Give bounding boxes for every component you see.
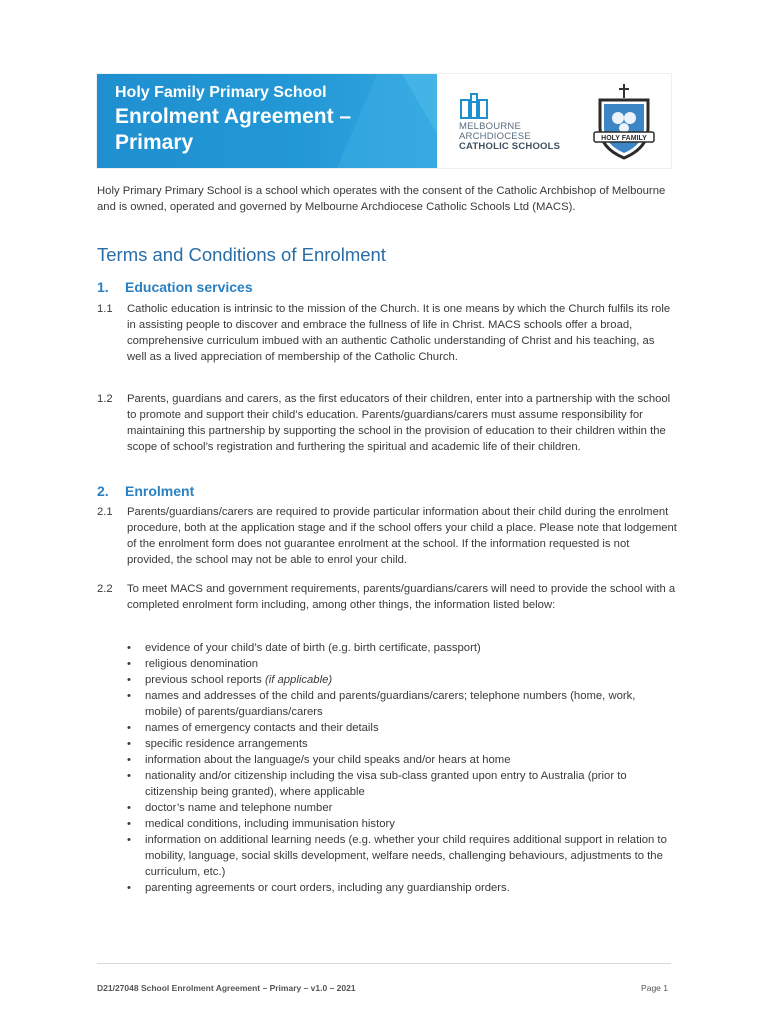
bullet-icon: •: [127, 770, 131, 782]
applicability-note: (if applicable): [264, 674, 333, 686]
macs-mark-icon: [459, 92, 489, 120]
terms-heading: Terms and Conditions of Enrolment: [97, 244, 386, 265]
clause-2-2: [97, 581, 677, 613]
intro-paragraph: Holy Primary Primary School is a school which operates with the consent of the Catholic Archbishop of Melbourne and is owned, operated and governed by Melbourne Archdiocese Catholic Schools Ltd (MACS).: [97, 185, 666, 213]
crest-banner-text: HOLY FAMILY: [601, 135, 647, 142]
bullet-icon: •: [127, 754, 131, 766]
section-title: Education services: [125, 279, 253, 295]
list-item: • names and addresses of the child and parents/guardians/carers; telephone numbers (home, work, mobile) of parents/guardians/carers: [127, 690, 636, 718]
page-number: Page 1: [641, 983, 668, 993]
bullet-icon: •: [127, 834, 131, 846]
clause-text: Parents/guardians/carers are required to provide particular information about their child during the enrolment procedure, both at the application stage and if the school offers your child a place. Please note that lodgement of the enrolment form does not guarantee enrolment at the school. If the information requested is not provided, the school may not be able to enrol your child.: [127, 506, 677, 566]
footer-document-reference: D21/27048 School Enrolment Agreement – Primary – v1.0 – 2021: [97, 983, 356, 993]
document-title: [115, 104, 415, 156]
macs-line-1: MELBOURNE: [459, 121, 521, 132]
clause-text: Parents, guardians and carers, as the first educators of their children, enter into a partnership with the school to promote and support their child’s education. Parents/guardians/carers must assume responsibility for maintaining this partnership by supporting the school in the provision of education to their children within the scope of school’s registration and furthering the spiritual and academic life of their children.: [127, 393, 671, 453]
school-name: Holy Family Primary School: [115, 84, 327, 101]
bullet-icon: •: [127, 818, 131, 830]
section-heading-education-services: [97, 279, 253, 295]
bullet-icon: •: [127, 722, 131, 734]
list-item: • religious denomination: [127, 658, 259, 670]
list-item: • nationality and/or citizenship including the visa sub-class granted upon entry to Australia (prior to citizenship being granted), where applicable: [127, 770, 627, 798]
bullet-icon: •: [127, 658, 131, 670]
macs-line-2: ARCHDIOCESE: [459, 131, 531, 142]
footer-divider: [97, 963, 671, 964]
title-line-2: Primary: [115, 131, 194, 154]
list-item: • specific residence arrangements: [127, 738, 308, 750]
bullet-icon: •: [127, 738, 131, 750]
section-heading-enrolment: [97, 483, 194, 499]
clause-number: 1.2: [97, 393, 113, 405]
clause-number: 2.1: [97, 506, 113, 518]
bullet-icon: •: [127, 642, 131, 654]
clause-number: 1.1: [97, 303, 113, 315]
school-crest-icon: [592, 82, 656, 162]
bullet-icon: •: [127, 802, 131, 814]
title-block: [97, 74, 437, 168]
clause-number: 2.2: [97, 583, 113, 595]
section-number: 2.: [97, 483, 109, 499]
list-item: • parenting agreements or court orders, including any guardianship orders.: [127, 882, 510, 894]
clause-text: To meet MACS and government requirements, parents/guardians/carers will need to provide the school with a completed enrolment form including, among other things, the information listed below:: [127, 583, 676, 611]
list-item: • evidence of your child’s date of birth (e.g. birth certificate, passport): [127, 642, 481, 654]
section-number: 1.: [97, 279, 109, 295]
list-item: • previous school reports (if applicable): [127, 674, 333, 686]
macs-line-3: CATHOLIC SCHOOLS: [459, 141, 561, 152]
section-title: Enrolment: [125, 483, 195, 499]
required-information-list: [127, 640, 672, 896]
list-item: • names of emergency contacts and their details: [127, 722, 379, 734]
clause-1-1: [97, 301, 677, 365]
header-banner: [97, 74, 671, 168]
clause-text: Catholic education is intrinsic to the mission of the Church. It is one means by which the Church fulfils its role in assisting people to discover and embrace the fullness of life in Christ. MACS schools offer a broad, comprehensive curriculum imbued with an authentic Catholic understanding of Christ and his teaching, as well as a lived appreciation of membership of the Catholic Church.: [127, 303, 671, 363]
bullet-icon: •: [127, 882, 131, 894]
macs-wordmark: [459, 122, 560, 152]
macs-logo: [459, 92, 571, 154]
bullet-icon: •: [127, 674, 131, 686]
list-item: • information on additional learning needs (e.g. whether your child requires additional support in relation to mobility, language, social skills development, welfare needs, challenging behaviours, adjustments to the curriculum, etc.): [127, 834, 667, 878]
title-line-1: Enrolment Agreement –: [115, 105, 352, 128]
clause-1-2: [97, 391, 677, 455]
clause-2-1: [97, 504, 677, 568]
bullet-icon: •: [127, 690, 131, 702]
list-item: • information about the language/s your child speaks and/or hears at home: [127, 754, 511, 766]
list-item: • medical conditions, including immunisation history: [127, 818, 395, 830]
list-item: • doctor’s name and telephone number: [127, 802, 333, 814]
